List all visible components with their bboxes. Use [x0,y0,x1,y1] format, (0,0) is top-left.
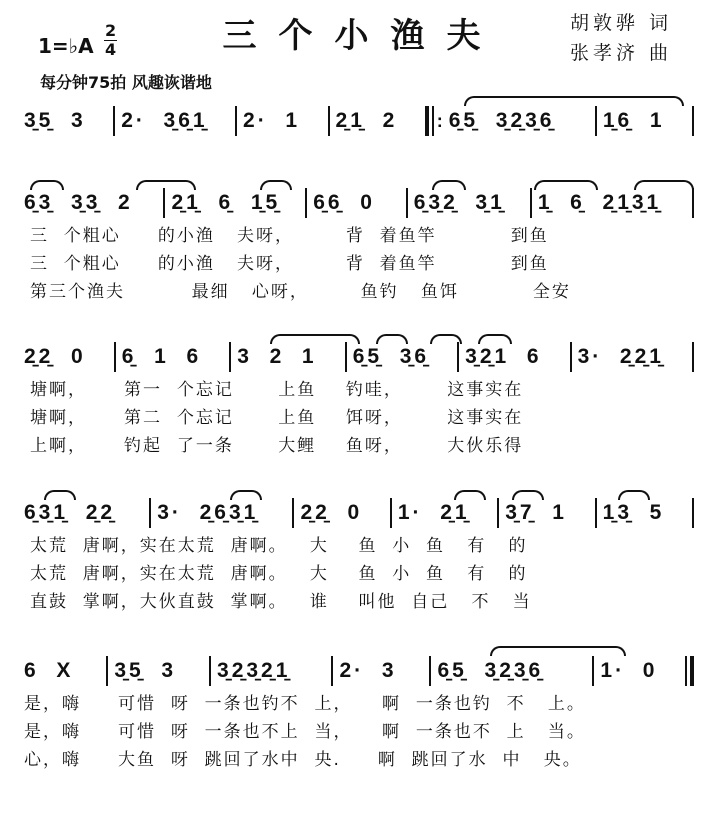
slur [376,334,408,344]
measure: 2· 1 [243,109,301,132]
barline [406,188,408,218]
slur [634,180,694,190]
barline [497,498,499,528]
lyric-verse-2: 太荒 唐啊，实在太荒 唐啊。 大 鱼 小 鱼 有 的 [30,564,528,584]
slur [432,180,466,190]
slur [260,180,292,190]
barline [429,656,431,686]
slur [512,490,544,500]
lyric-verse-3: 第三个渔夫 最细 心呀， 鱼钓 鱼饵 全安 [30,282,571,302]
barline [692,342,694,372]
slur [136,180,196,190]
slur [490,646,626,656]
barline [592,656,594,686]
lyric-verse-2: 三 个粗心 的小渔 夫呀， 背 着鱼竿 到鱼 [30,254,549,274]
barline [235,106,237,136]
lyric-verse-3: 心，嗨 大鱼 呀 跳回了水中 央. 啊 跳回了水 中 央。 [24,750,582,770]
barline [229,342,231,372]
barline [457,342,459,372]
slur [454,490,486,500]
measure: 1̱ 6̱ 2̱1̱3̱1̱ [537,191,662,214]
measure: 6̱3̱ 3̱3̱ 2 [24,191,133,214]
measure: 3̱2̱3̱2̱1̱ [217,659,291,682]
lyrics-block [24,690,586,774]
score-system-5 [24,654,700,770]
barline [570,342,572,372]
lyric-verse-1: 塘啊， 第一 个忘记 上鱼 钓哇， 这事实在 [30,380,524,400]
lyricist-credit: 胡敦骅 词 [570,12,673,34]
measure: 6̱5̱ 3̱2̱3̱6̱ [448,109,555,132]
song-title: 三个小渔夫 [222,16,503,56]
slur [44,490,76,500]
barline [595,498,597,528]
measure: 2· 3 [339,659,397,682]
lyrics-block [30,532,532,616]
measure: 3̱2̱1 6 [465,345,542,368]
measure: 3· 2̱2̱1̱ [577,345,664,368]
barline [328,106,330,136]
measure: 3 2 1 [237,345,317,368]
lyric-verse-3: 上啊， 钓起 了一条 大鲤 鱼呀， 大伙乐得 [30,436,524,456]
lyric-verse-2: 塘啊， 第二 个忘记 上鱼 饵呀， 这事实在 [30,408,524,428]
barline [530,188,532,218]
measure: 2̱1̱ 6̱ 1̱5̱ [171,191,281,214]
barline [692,188,694,218]
measure: 1̱3̱ 5 [602,501,665,524]
barline [292,498,294,528]
lyrics-block [30,376,523,460]
measure: 6̱6̱ 0 [313,191,375,214]
time-signature [104,22,117,59]
slur [230,490,262,500]
barline [692,106,694,136]
notation-row [24,340,700,374]
barline [692,498,694,528]
measure: 6 X [24,659,74,682]
measure: 1· 0 [600,659,658,682]
lyric-verse-1: 三 个粗心 的小渔 夫呀， 背 着鱼竿 到鱼 [30,226,549,246]
slur [618,490,650,500]
measure: 6̱5̱ 3̱2̱3̱6̱ [437,659,544,682]
measure: 2̱2̱ 0 [300,501,363,524]
score-system-1 [24,104,700,138]
measure: 1̱6̱ 1 [602,109,665,132]
measure: 6̱3̱2̱ 3̱1̱ [413,191,505,214]
barline [595,106,597,136]
slur [430,334,462,344]
barline [305,188,307,218]
measure: 3̱5̱ 3 [114,659,177,682]
repeat-start-barline: : [425,106,443,136]
measure: 3̱7̱ 1 [505,501,567,524]
barline [331,656,333,686]
slur [30,180,64,190]
measure: 2̱2̱ 0 [24,345,86,368]
slur [478,334,512,344]
lyric-verse-3: 直鼓 掌啊，大伙直鼓 掌啊。 谁 叫他 自己 不 当 [30,592,532,612]
notation-row [24,654,700,688]
slur [464,96,684,106]
notation-row [24,104,700,138]
measure: 2̱1̱ 2 [335,109,398,132]
tempo-marking: 每分钟75拍 风趣诙谐地 [40,73,212,92]
measure: 6̱5̱ 3̱6̱ [352,345,430,368]
measure: 2· 3̱6̱1̱ [121,109,208,132]
slur [534,180,598,190]
key-signature: 1=♭A [38,34,94,58]
barline [209,656,211,686]
lyrics-block [30,222,571,306]
final-barline [685,656,694,686]
notation-row [24,496,700,530]
lyric-verse-2: 是，嗨 可惜 呀 一条也不上 当， 啊 一条也不 上 当。 [24,722,586,742]
barline [390,498,392,528]
measure: 6̱3̱1̱ 2̱2̱ [24,501,116,524]
barline [149,498,151,528]
meter-bottom: 4 [105,40,117,59]
lyric-verse-1: 是，嗨 可惜 呀 一条也钓不 上， 啊 一条也钓 不 上。 [24,694,586,714]
slur [270,334,360,344]
lyric-verse-1: 太荒 唐啊，实在太荒 唐啊。 大 鱼 小 鱼 有 的 [30,536,528,556]
barline [106,656,108,686]
barline [163,188,165,218]
measure: 6̱ 1 6 [121,345,202,368]
score-system-4 [24,496,700,612]
score-system-3 [24,340,700,456]
composer-credit: 张孝济 曲 [570,42,673,64]
measure: 1· 2̱1̱ [397,501,470,524]
notation-row [24,186,700,220]
barline [114,342,116,372]
score-system-2 [24,186,700,302]
barline [113,106,115,136]
measure: 3· 2̱6̱3̱1̱ [157,501,259,524]
meter-top: 2 [105,21,117,40]
barline [345,342,347,372]
measure: 3̱5̱ 3 [24,109,86,132]
